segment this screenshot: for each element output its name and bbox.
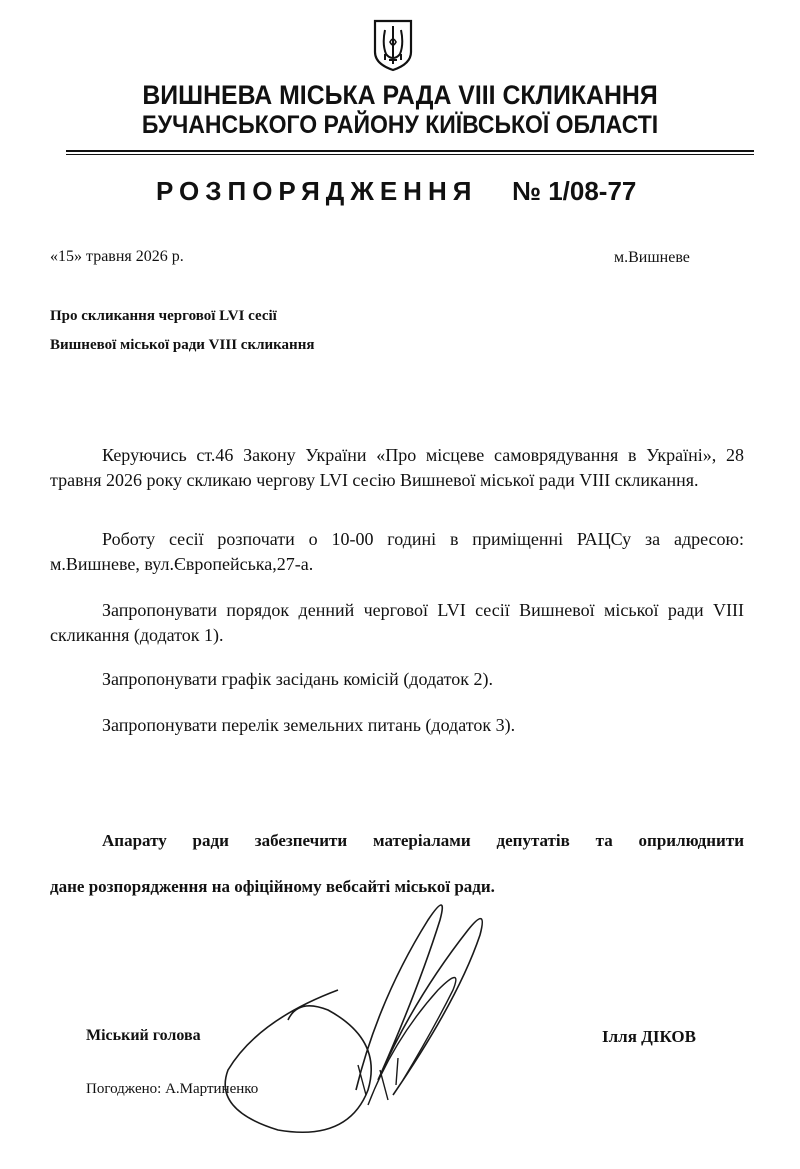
- closing-instruction: Апарату ради забезпечити матеріалами депутатів та оприлюднити: [102, 831, 744, 850]
- organization-region: БУЧАНСЬКОГО РАЙОНУ КИЇВСЬКОЇ ОБЛАСТІ: [141, 111, 659, 139]
- approval-note: Погоджено: А.Мартиненко: [86, 1081, 259, 1097]
- closing-instruction: дане розпорядження на офіційному вебсайті міської ради.: [50, 877, 495, 896]
- body-paragraph: Запропонувати порядок денний чергової LVI сесії Вишневої міської ради VIII скликання (додаток 1).: [50, 600, 744, 645]
- subject-line: Вишневої міської ради VIII скликання: [50, 337, 315, 353]
- document-number: № 1/08-77: [512, 176, 637, 206]
- document-place: м.Вишневе: [614, 249, 690, 266]
- signatory-role: Міський голова: [86, 1027, 201, 1044]
- document-title: РОЗПОРЯДЖЕННЯ: [156, 176, 478, 206]
- subject-line: Про скликання чергової LVI сесії: [50, 308, 277, 324]
- body-paragraph: Роботу сесії розпочати о 10-00 годині в приміщенні РАЦСу за адресою: м.Вишневе, вул.Європейська,27-а.: [50, 529, 744, 574]
- ukraine-trident-icon: [371, 18, 415, 72]
- body-paragraph: Запропонувати перелік земельних питань (додаток 3).: [102, 715, 516, 735]
- body-paragraph: Керуючись ст.46 Закону України «Про місцеве самоврядування в Україні», 28 травня 2026 року скликаю чергову LVI сесію Вишневої міської ради VIII скликання.: [50, 445, 744, 490]
- organization-name: ВИШНЕВА МІСЬКА РАДА VIII СКЛИКАННЯ: [142, 80, 658, 110]
- signatory-name: Ілля ДІКОВ: [602, 1027, 696, 1046]
- document-date: «15» травня 2026 р.: [50, 248, 184, 265]
- header-rule-thin: [66, 154, 754, 155]
- header-rule-thick: [66, 150, 754, 152]
- handwritten-signature-icon: [218, 880, 518, 1140]
- body-paragraph: Запропонувати графік засідань комісій (додаток 2).: [102, 669, 493, 689]
